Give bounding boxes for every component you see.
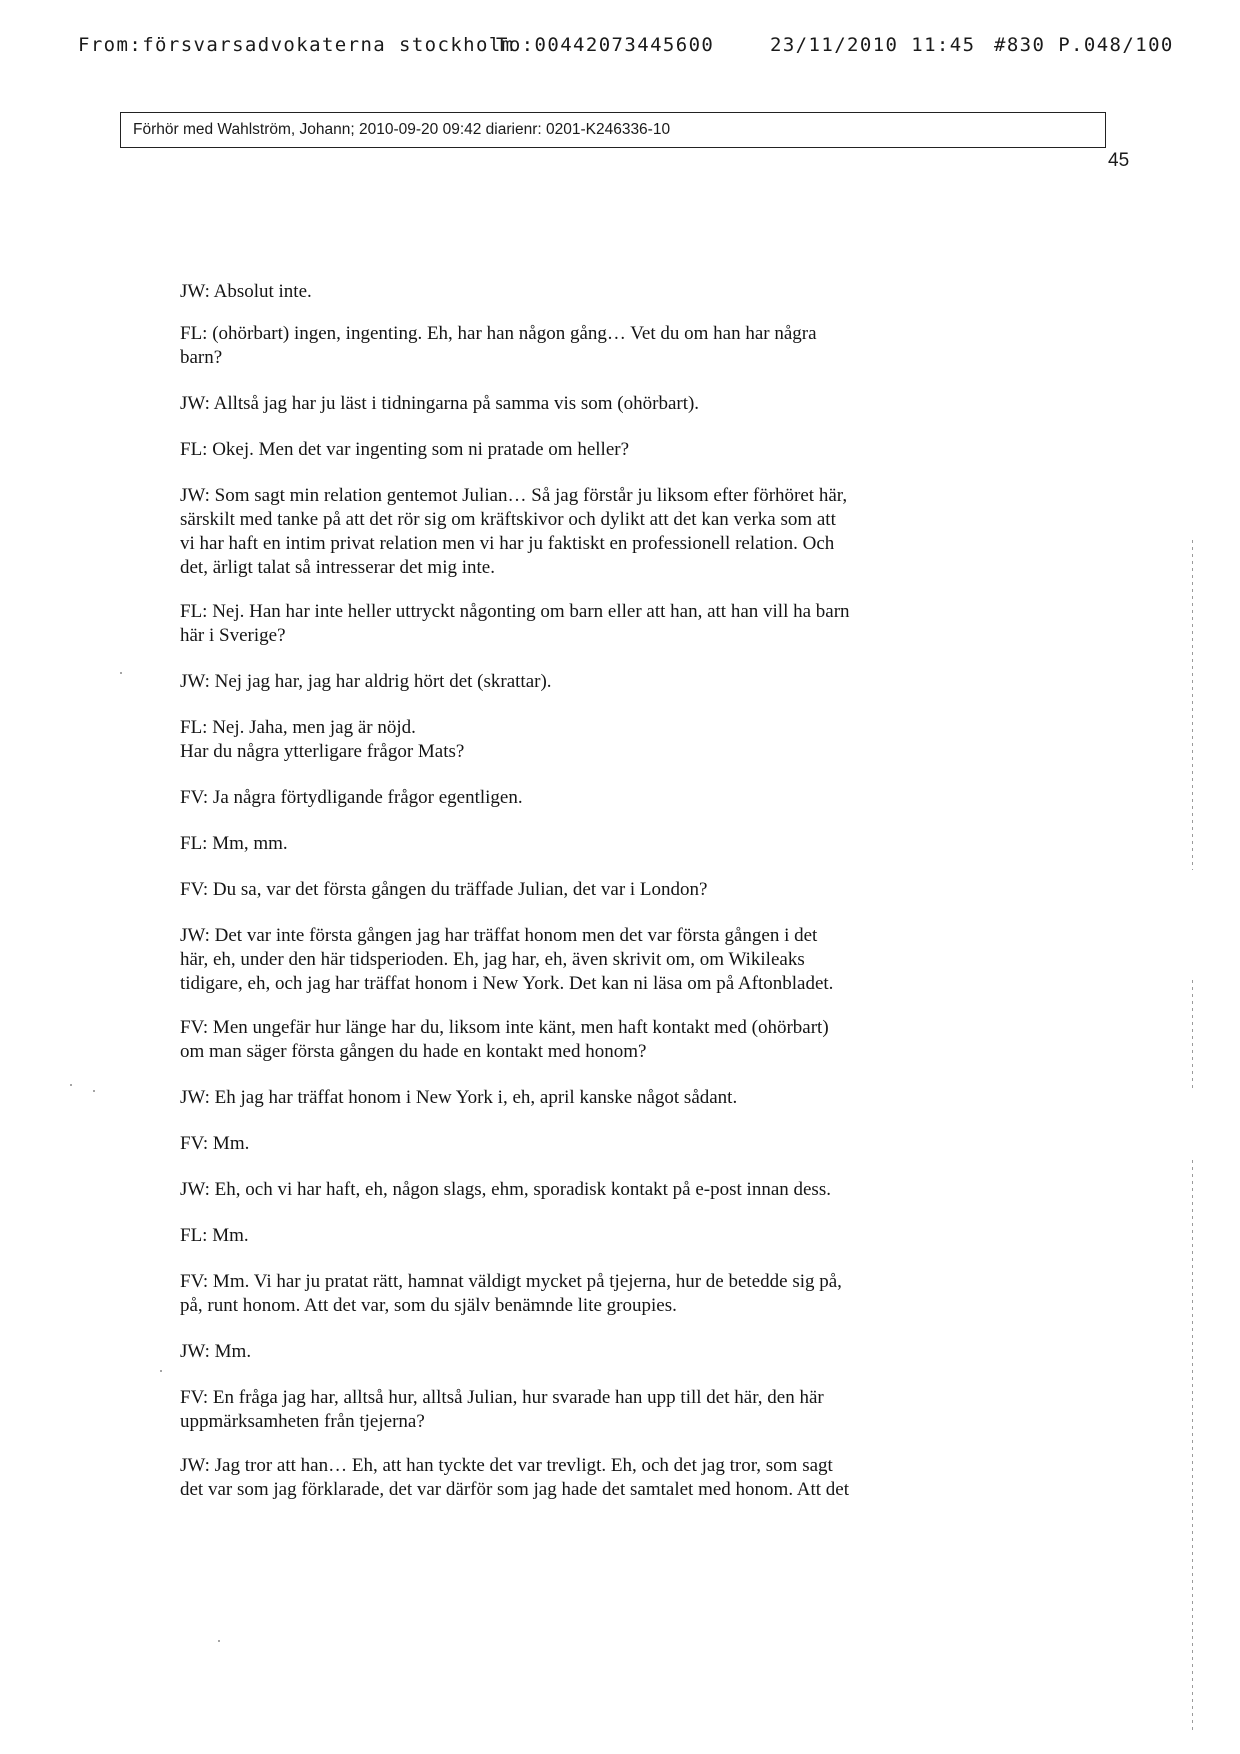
- scan-speck: [218, 1640, 220, 1642]
- transcript-entry: [180, 1270, 1010, 1318]
- fax-header: [78, 34, 1178, 60]
- utterance-text: Nej jag har, jag har aldrig hört det (skrattar).: [214, 671, 552, 692]
- transcript-entry: [180, 280, 1010, 304]
- transcript-entry: [180, 1086, 1010, 1110]
- speaker-label: JW:: [180, 1341, 210, 1362]
- transcript-entry: [180, 1016, 1010, 1064]
- speaker-label: FL:: [180, 1225, 208, 1246]
- fax-page: #830 P.048/100: [994, 34, 1174, 56]
- transcript-entry: [180, 392, 1010, 416]
- transcript-entry: [180, 878, 1010, 902]
- utterance-text: Mm.: [214, 1341, 252, 1362]
- utterance-text: Mm.: [212, 1133, 250, 1154]
- utterance-text: Som sagt min relation gentemot Julian… Så jag förstår ju liksom efter förhöret här, särskilt med tanke på att det rör sig om kräftskivor och dylikt att det kan verka som att vi har haft en intim privat relation men vi har ju faktiskt en professionell relation. Och det, ärligt talat så intresserar det mig inte.: [180, 485, 848, 578]
- speaker-label: FL:: [180, 717, 208, 738]
- transcript-entry: [180, 1386, 1010, 1434]
- speaker-label: JW:: [180, 281, 210, 302]
- speaker-label: FV:: [180, 1271, 209, 1292]
- transcript-entry: [180, 670, 1010, 694]
- scan-speck: [93, 1090, 95, 1092]
- speaker-label: JW:: [180, 671, 210, 692]
- scan-edge-mark: [1192, 1160, 1193, 1730]
- fax-from: From:försvarsadvokaterna stockholm: [78, 34, 515, 56]
- speaker-label: FL:: [180, 439, 208, 460]
- transcript-entry: [180, 924, 1010, 996]
- utterance-text: Mm.: [212, 1225, 249, 1246]
- fax-to: To:00442073445600: [496, 34, 715, 56]
- fax-date: 23/11/2010 11:45: [770, 34, 976, 56]
- transcript-entry: [180, 1132, 1010, 1156]
- speaker-label: FL:: [180, 601, 208, 622]
- speaker-label: FV:: [180, 1387, 209, 1408]
- speaker-label: FV:: [180, 879, 209, 900]
- scan-speck: [70, 1084, 72, 1086]
- scan-speck: [160, 1370, 162, 1372]
- transcript-entry: [180, 1454, 1010, 1502]
- document-header-box: [120, 112, 1106, 148]
- transcript-entry: [180, 786, 1010, 810]
- utterance-text: Alltså jag har ju läst i tidningarna på samma vis som (ohörbart).: [213, 393, 700, 414]
- speaker-label: JW:: [180, 1087, 210, 1108]
- page-number: 45: [1108, 150, 1130, 171]
- utterance-text: En fråga jag har, alltså hur, alltså Julian, hur svarade han upp till det här, den här uppmärksamheten från tjejerna?: [180, 1387, 824, 1432]
- speaker-label: FL:: [180, 323, 208, 344]
- utterance-text: Mm, mm.: [212, 833, 288, 854]
- speaker-label: JW:: [180, 925, 210, 946]
- transcript-entry: [180, 832, 1010, 856]
- transcript-entry: [180, 600, 1010, 648]
- speaker-label: FL:: [180, 833, 208, 854]
- utterance-text: Okej. Men det var ingenting som ni pratade om heller?: [212, 439, 630, 460]
- transcript-entry: [180, 1178, 1010, 1202]
- speaker-label: FV:: [180, 1017, 209, 1038]
- utterance-text: Nej. Han har inte heller uttryckt någonting om barn eller att han, att han vill ha barn här i Sverige?: [180, 601, 850, 646]
- speaker-label: JW:: [180, 1179, 210, 1200]
- utterance-text: Mm. Vi har ju pratat rätt, hamnat väldigt mycket på tjejerna, hur de betedde sig på, på, runt honom. Att det var, som du själv benämnde lite groupies.: [180, 1271, 842, 1316]
- utterance-text: Absolut inte.: [213, 281, 312, 302]
- speaker-label: FV:: [180, 787, 209, 808]
- transcript-entry: [180, 716, 1010, 764]
- speaker-label: JW:: [180, 485, 210, 506]
- utterance-text: (ohörbart) ingen, ingenting. Eh, har han någon gång… Vet du om han har några barn?: [180, 323, 817, 368]
- transcript-entry: [180, 484, 1010, 580]
- utterance-text: Det var inte första gången jag har träffat honom men det var första gången i det här, eh, under den här tidsperioden. Eh, jag har, eh, även skrivit om, om Wikileaks tidigare, eh, och jag har träffat honom i New York. Det kan ni läsa om på Aftonbladet.: [180, 925, 834, 994]
- transcript-entry: [180, 322, 1010, 370]
- transcript-entry: [180, 1224, 1010, 1248]
- scan-edge-mark: [1192, 540, 1193, 870]
- speaker-label: JW:: [180, 1455, 210, 1476]
- transcript-entry: [180, 1340, 1010, 1364]
- utterance-text: Jag tror att han… Eh, att han tyckte det var trevligt. Eh, och det jag tror, som sagt det var som jag förklarade, det var därför som jag hade det samtalet med honom. Att det: [180, 1455, 850, 1500]
- utterance-text: Du sa, var det första gången du träffade Julian, det var i London?: [212, 879, 708, 900]
- utterance-text: Eh, och vi har haft, eh, någon slags, ehm, sporadisk kontakt på e-post innan dess.: [214, 1179, 831, 1200]
- utterance-text: Nej. Jaha, men jag är nöjd. Har du några ytterligare frågor Mats?: [180, 717, 465, 762]
- utterance-text: Ja några förtydligande frågor egentligen.: [212, 787, 523, 808]
- speaker-label: JW:: [180, 393, 210, 414]
- speaker-label: FV:: [180, 1133, 209, 1154]
- utterance-text: Eh jag har träffat honom i New York i, eh, april kanske något sådant.: [214, 1087, 738, 1108]
- document-header: Förhör med Wahlström, Johann; 2010-09-20 09:42 diarienr: 0201-K246336-10: [133, 121, 671, 138]
- utterance-text: Men ungefär hur länge har du, liksom inte känt, men haft kontakt med (ohörbart) om man säger första gången du hade en kontakt med honom?: [180, 1017, 829, 1062]
- scan-speck: [120, 672, 122, 674]
- transcript-entry: [180, 438, 1010, 462]
- transcript: [180, 280, 1010, 1502]
- scan-edge-mark: [1192, 980, 1193, 1090]
